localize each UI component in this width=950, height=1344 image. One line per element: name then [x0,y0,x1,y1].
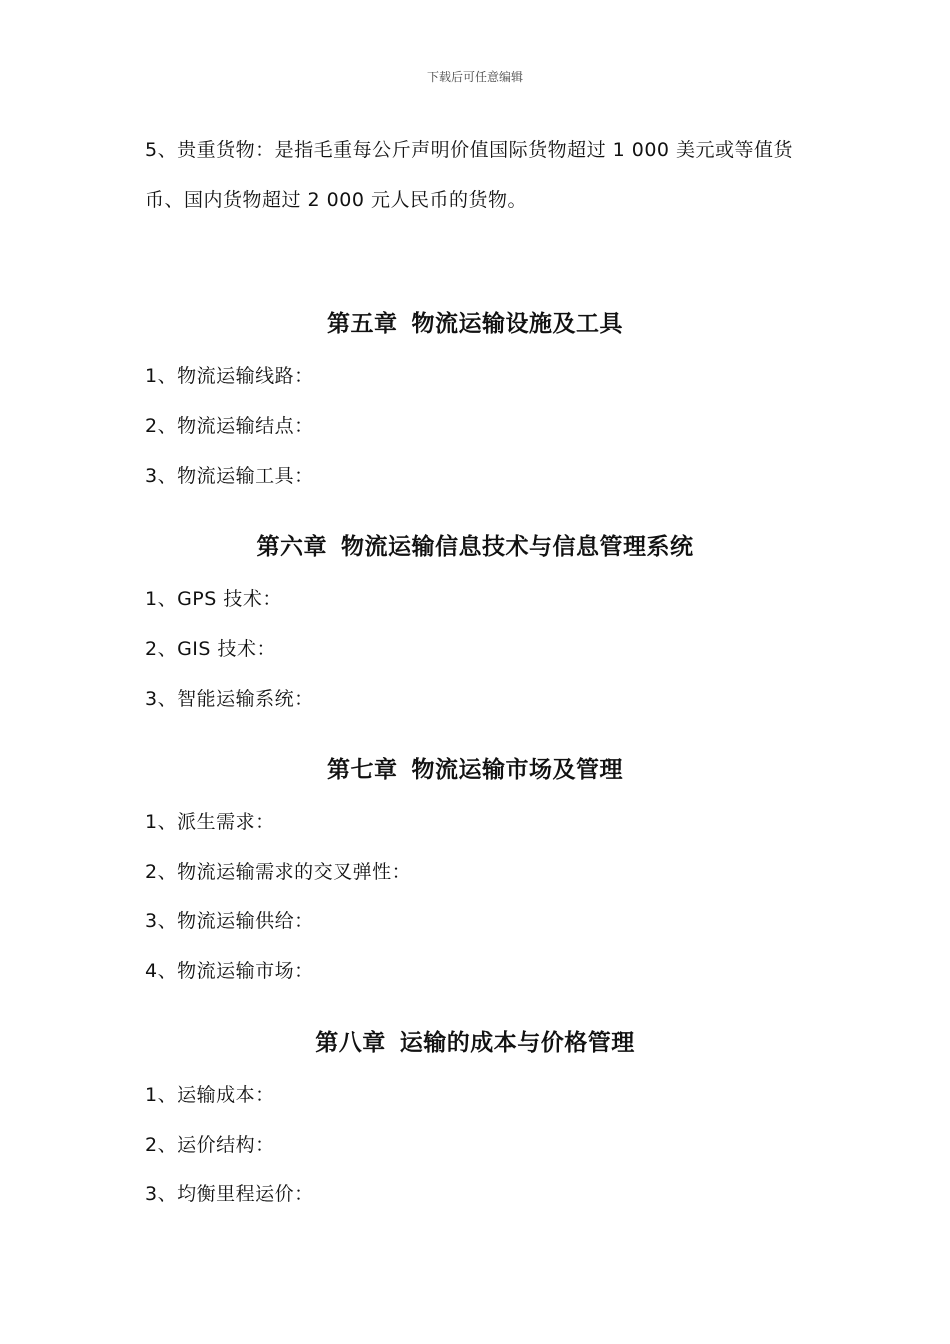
chapter-7-heading [0,751,950,784]
intro-item-5: 5、贵重货物：是指毛重每公斤声明价值国际货物超过 1 000 美元或等值货币、国内货物超过 2 000 元人民币的货物。 [145,139,794,211]
chapter-7-item-3: 3、物流运输供给： [145,910,314,932]
chapter-7-item-4: 4、物流运输市场： [145,960,314,982]
chapter-8-item-2: 2、运价结构： [145,1134,275,1156]
chapter-6-item-1: 1、GPS 技术： [145,588,282,610]
chapter-8-heading [0,1024,950,1057]
chapter-6-title: 物流运输信息技术与信息管理系统 [341,534,694,560]
chapter-8-number: 第八章 [315,1030,386,1056]
header-note: 下载后可任意编辑 [426,70,523,84]
chapter-6-heading [0,528,950,561]
chapter-7-item-2: 2、物流运输需求的交叉弹性： [145,861,412,883]
chapter-5-heading [0,305,950,338]
chapter-5-item-1: 1、物流运输线路： [145,365,314,387]
chapter-7-title: 物流运输市场及管理 [411,757,623,783]
chapter-5-item-2: 2、物流运输结点： [145,415,314,437]
chapter-5-title: 物流运输设施及工具 [411,311,623,337]
chapter-8-item-3: 3、均衡里程运价： [145,1183,314,1205]
chapter-6-number: 第六章 [256,534,327,560]
chapter-8-item-1: 1、运输成本： [145,1084,275,1106]
chapter-7-number: 第七章 [327,757,398,783]
chapter-8-title: 运输的成本与价格管理 [399,1030,635,1056]
chapter-7-item-1: 1、派生需求： [145,811,275,833]
chapter-5-number: 第五章 [327,311,398,337]
chapter-6-item-3: 3、智能运输系统： [145,688,314,710]
chapter-6-item-2: 2、GIS 技术： [145,638,277,660]
chapter-5-item-3: 3、物流运输工具： [145,465,314,487]
